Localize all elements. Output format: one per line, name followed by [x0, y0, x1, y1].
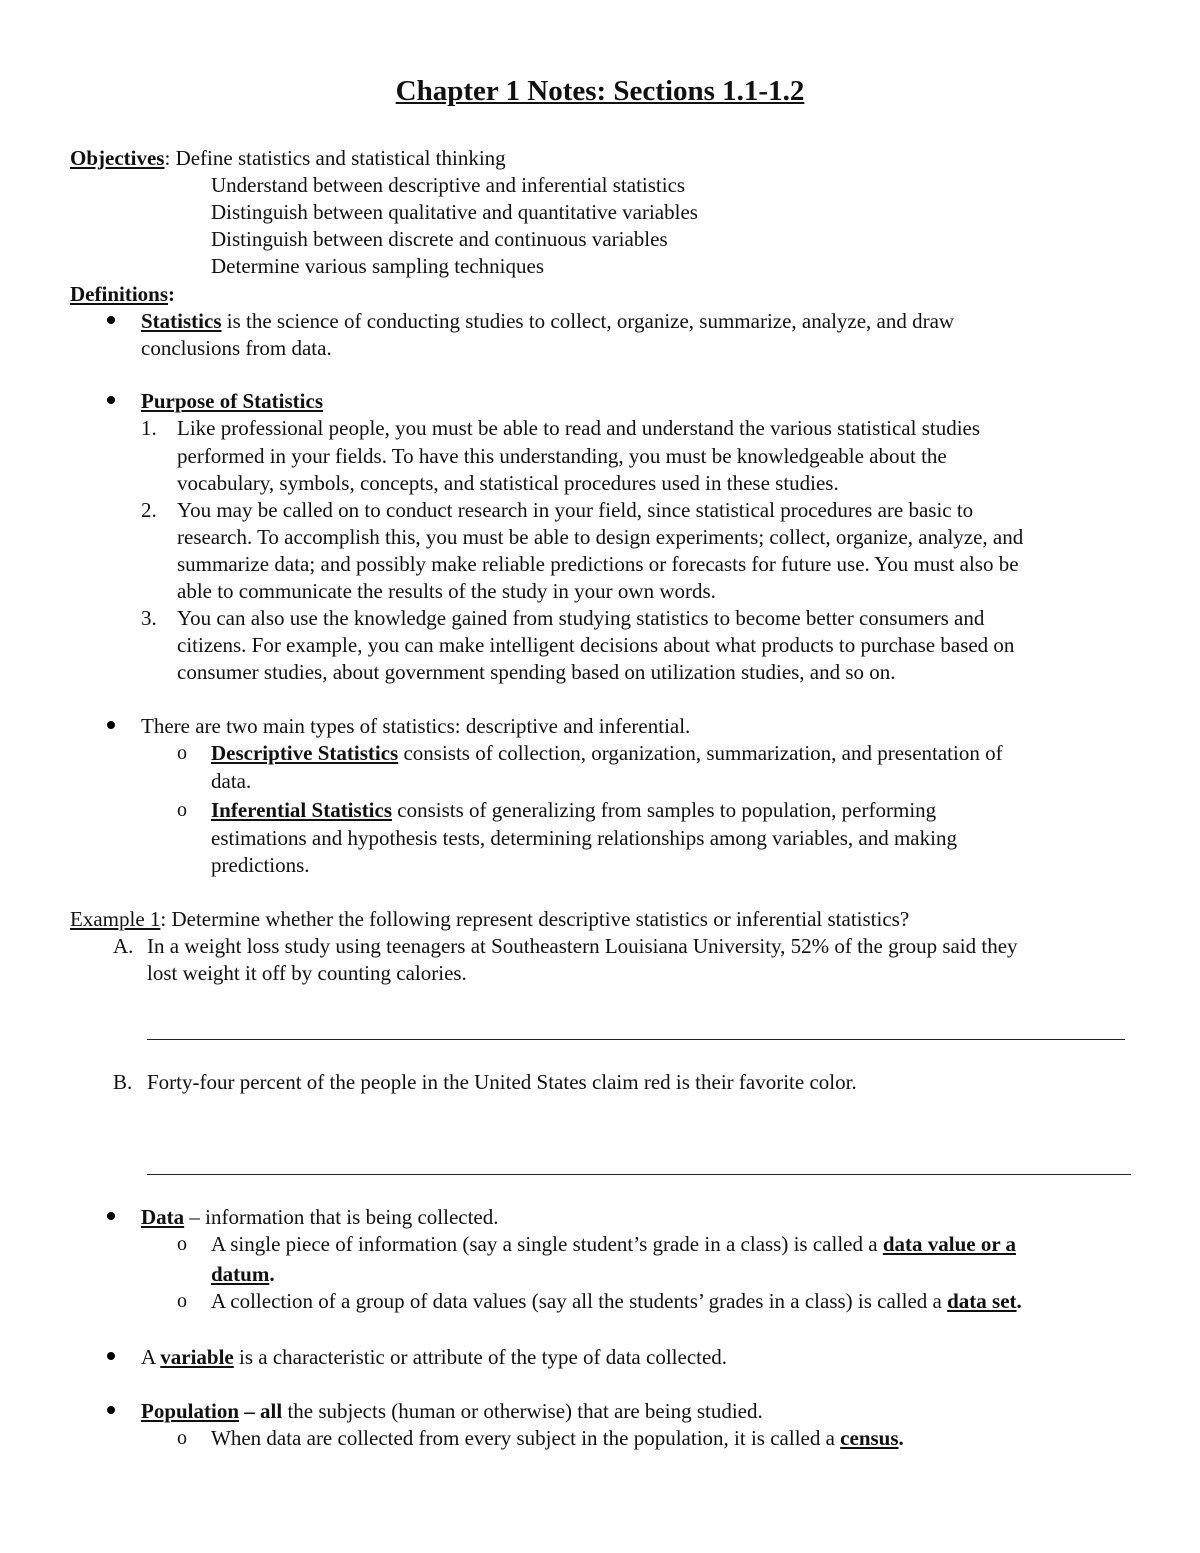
purpose-text: Like professional people, you must be able to read and understand the various statistical studies — [177, 416, 981, 440]
objective-item: Understand between descriptive and inferential statistics — [211, 173, 686, 197]
example1-prompt — [70, 906, 909, 933]
data-text: – information that is being collected. — [184, 1205, 499, 1229]
sub-bullet-icon: o — [177, 1290, 187, 1312]
inferential-term: Inferential Statistics — [211, 798, 393, 822]
objectives-first: : Define statistics and statistical thinking — [164, 146, 506, 170]
data-definition — [141, 1204, 499, 1231]
bullet-icon — [107, 316, 115, 324]
example1-b-text: Forty-four percent of the people in the United States claim red is their favorite color. — [147, 1070, 857, 1094]
datum-period: . — [269, 1262, 275, 1286]
data-term: Data — [141, 1205, 185, 1229]
objective-item: Determine various sampling techniques — [211, 254, 544, 278]
definitions-colon: : — [168, 282, 176, 306]
answer-line — [147, 1039, 1125, 1040]
statistics-text: is the science of conducting studies to collect, organize, summarize, analyze, and draw — [221, 309, 955, 333]
objectives-label: Objectives — [70, 146, 165, 170]
example1-question: : Determine whether the following represent descriptive statistics or inferential statistics? — [160, 907, 910, 931]
descriptive-definition — [211, 740, 1003, 767]
list-letter: B. — [113, 1070, 133, 1094]
population-dash: – — [239, 1399, 261, 1423]
sub-bullet-icon: o — [177, 742, 187, 764]
variable-text: is a characteristic or attribute of the type of data collected. — [233, 1345, 728, 1369]
objectives-line — [70, 145, 506, 172]
inferential-text: consists of generalizing from samples to population, performing — [392, 798, 937, 822]
census-period: . — [898, 1426, 904, 1450]
example1-label: Example 1 — [70, 907, 161, 931]
objective-item: Distinguish between discrete and continuous variables — [211, 227, 668, 251]
datum-line — [211, 1261, 275, 1288]
data-value-definition — [211, 1231, 1016, 1258]
statistics-definition — [141, 308, 954, 335]
population-term: Population — [141, 1399, 240, 1423]
datum-term: datum — [211, 1262, 270, 1286]
census-text: When data are collected from every subject in the population, it is called a — [211, 1426, 841, 1450]
example1-a-text: In a weight loss study using teenagers at Southeastern Louisiana University, 52% of the group said they — [147, 934, 1018, 958]
page-title: Chapter 1 Notes: Sections 1.1-1.2 — [395, 75, 805, 107]
data-set-term: data set — [947, 1289, 1017, 1313]
purpose-text: able to communicate the results of the study in your own words. — [177, 579, 716, 603]
inferential-definition — [211, 797, 936, 824]
definitions-heading — [70, 281, 175, 308]
census-term: census — [840, 1426, 899, 1450]
statistics-term: Statistics — [141, 309, 222, 333]
population-text: the subjects (human or otherwise) that are being studied. — [282, 1399, 763, 1423]
bullet-icon — [107, 721, 115, 729]
purpose-text: You can also use the knowledge gained from studying statistics to become better consumers and — [177, 606, 985, 630]
purpose-text: citizens. For example, you can make intelligent decisions about what products to purchase based on — [177, 633, 1015, 657]
purpose-heading: Purpose of Statistics — [141, 389, 323, 413]
sub-bullet-icon: o — [177, 1233, 187, 1255]
example1-a-text: lost weight it off by counting calories. — [147, 961, 467, 985]
definitions-label: Definitions — [70, 282, 169, 306]
bullet-icon — [107, 1212, 115, 1220]
variable-pre: A — [141, 1345, 161, 1369]
answer-line — [147, 1174, 1131, 1175]
types-intro: There are two main types of statistics: descriptive and inferential. — [141, 714, 691, 738]
purpose-text: consumer studies, about government spending based on utilization studies, and so on. — [177, 660, 896, 684]
variable-term: variable — [160, 1345, 234, 1369]
sub-bullet-icon: o — [177, 799, 187, 821]
inferential-text-cont: predictions. — [211, 853, 310, 877]
census-definition — [211, 1425, 904, 1452]
purpose-text: vocabulary, symbols, concepts, and statistical procedures used in these studies. — [177, 471, 839, 495]
descriptive-text-cont: data. — [211, 769, 252, 793]
purpose-text: research. To accomplish this, you must be able to design experiments; collect, organize, analyze, and — [177, 525, 1024, 549]
objective-item: Distinguish between qualitative and quantitative variables — [211, 200, 698, 224]
descriptive-term: Descriptive Statistics — [211, 741, 399, 765]
bullet-icon — [107, 1406, 115, 1414]
purpose-text: summarize data; and possibly make reliable predictions or forecasts for future use. You must also be — [177, 552, 1019, 576]
population-all: all — [260, 1399, 283, 1423]
list-letter: A. — [113, 934, 134, 958]
statistics-text-cont: conclusions from data. — [141, 336, 332, 360]
data-value-term: data value or a — [882, 1232, 1017, 1256]
bullet-icon — [107, 1352, 115, 1360]
list-number: 3. — [141, 606, 157, 630]
population-definition — [141, 1398, 763, 1425]
purpose-text: You may be called on to conduct research in your field, since statistical procedures are basic to — [177, 498, 974, 522]
list-number: 1. — [141, 416, 157, 440]
bullet-icon — [107, 396, 115, 404]
descriptive-text: consists of collection, organization, summarization, and presentation of — [398, 741, 1003, 765]
data-value-text: A single piece of information (say a single student’s grade in a class) is called a — [211, 1232, 883, 1256]
list-number: 2. — [141, 498, 157, 522]
sub-bullet-icon: o — [177, 1427, 187, 1449]
data-set-text: A collection of a group of data values (say all the students’ grades in a class) is called a — [211, 1289, 948, 1313]
inferential-text-cont: estimations and hypothesis tests, determining relationships among variables, and making — [211, 826, 957, 850]
purpose-text: performed in your fields. To have this understanding, you must be knowledgeable about the — [177, 444, 947, 468]
data-set-period: . — [1016, 1289, 1022, 1313]
variable-definition — [141, 1344, 727, 1371]
data-set-definition — [211, 1288, 1022, 1315]
